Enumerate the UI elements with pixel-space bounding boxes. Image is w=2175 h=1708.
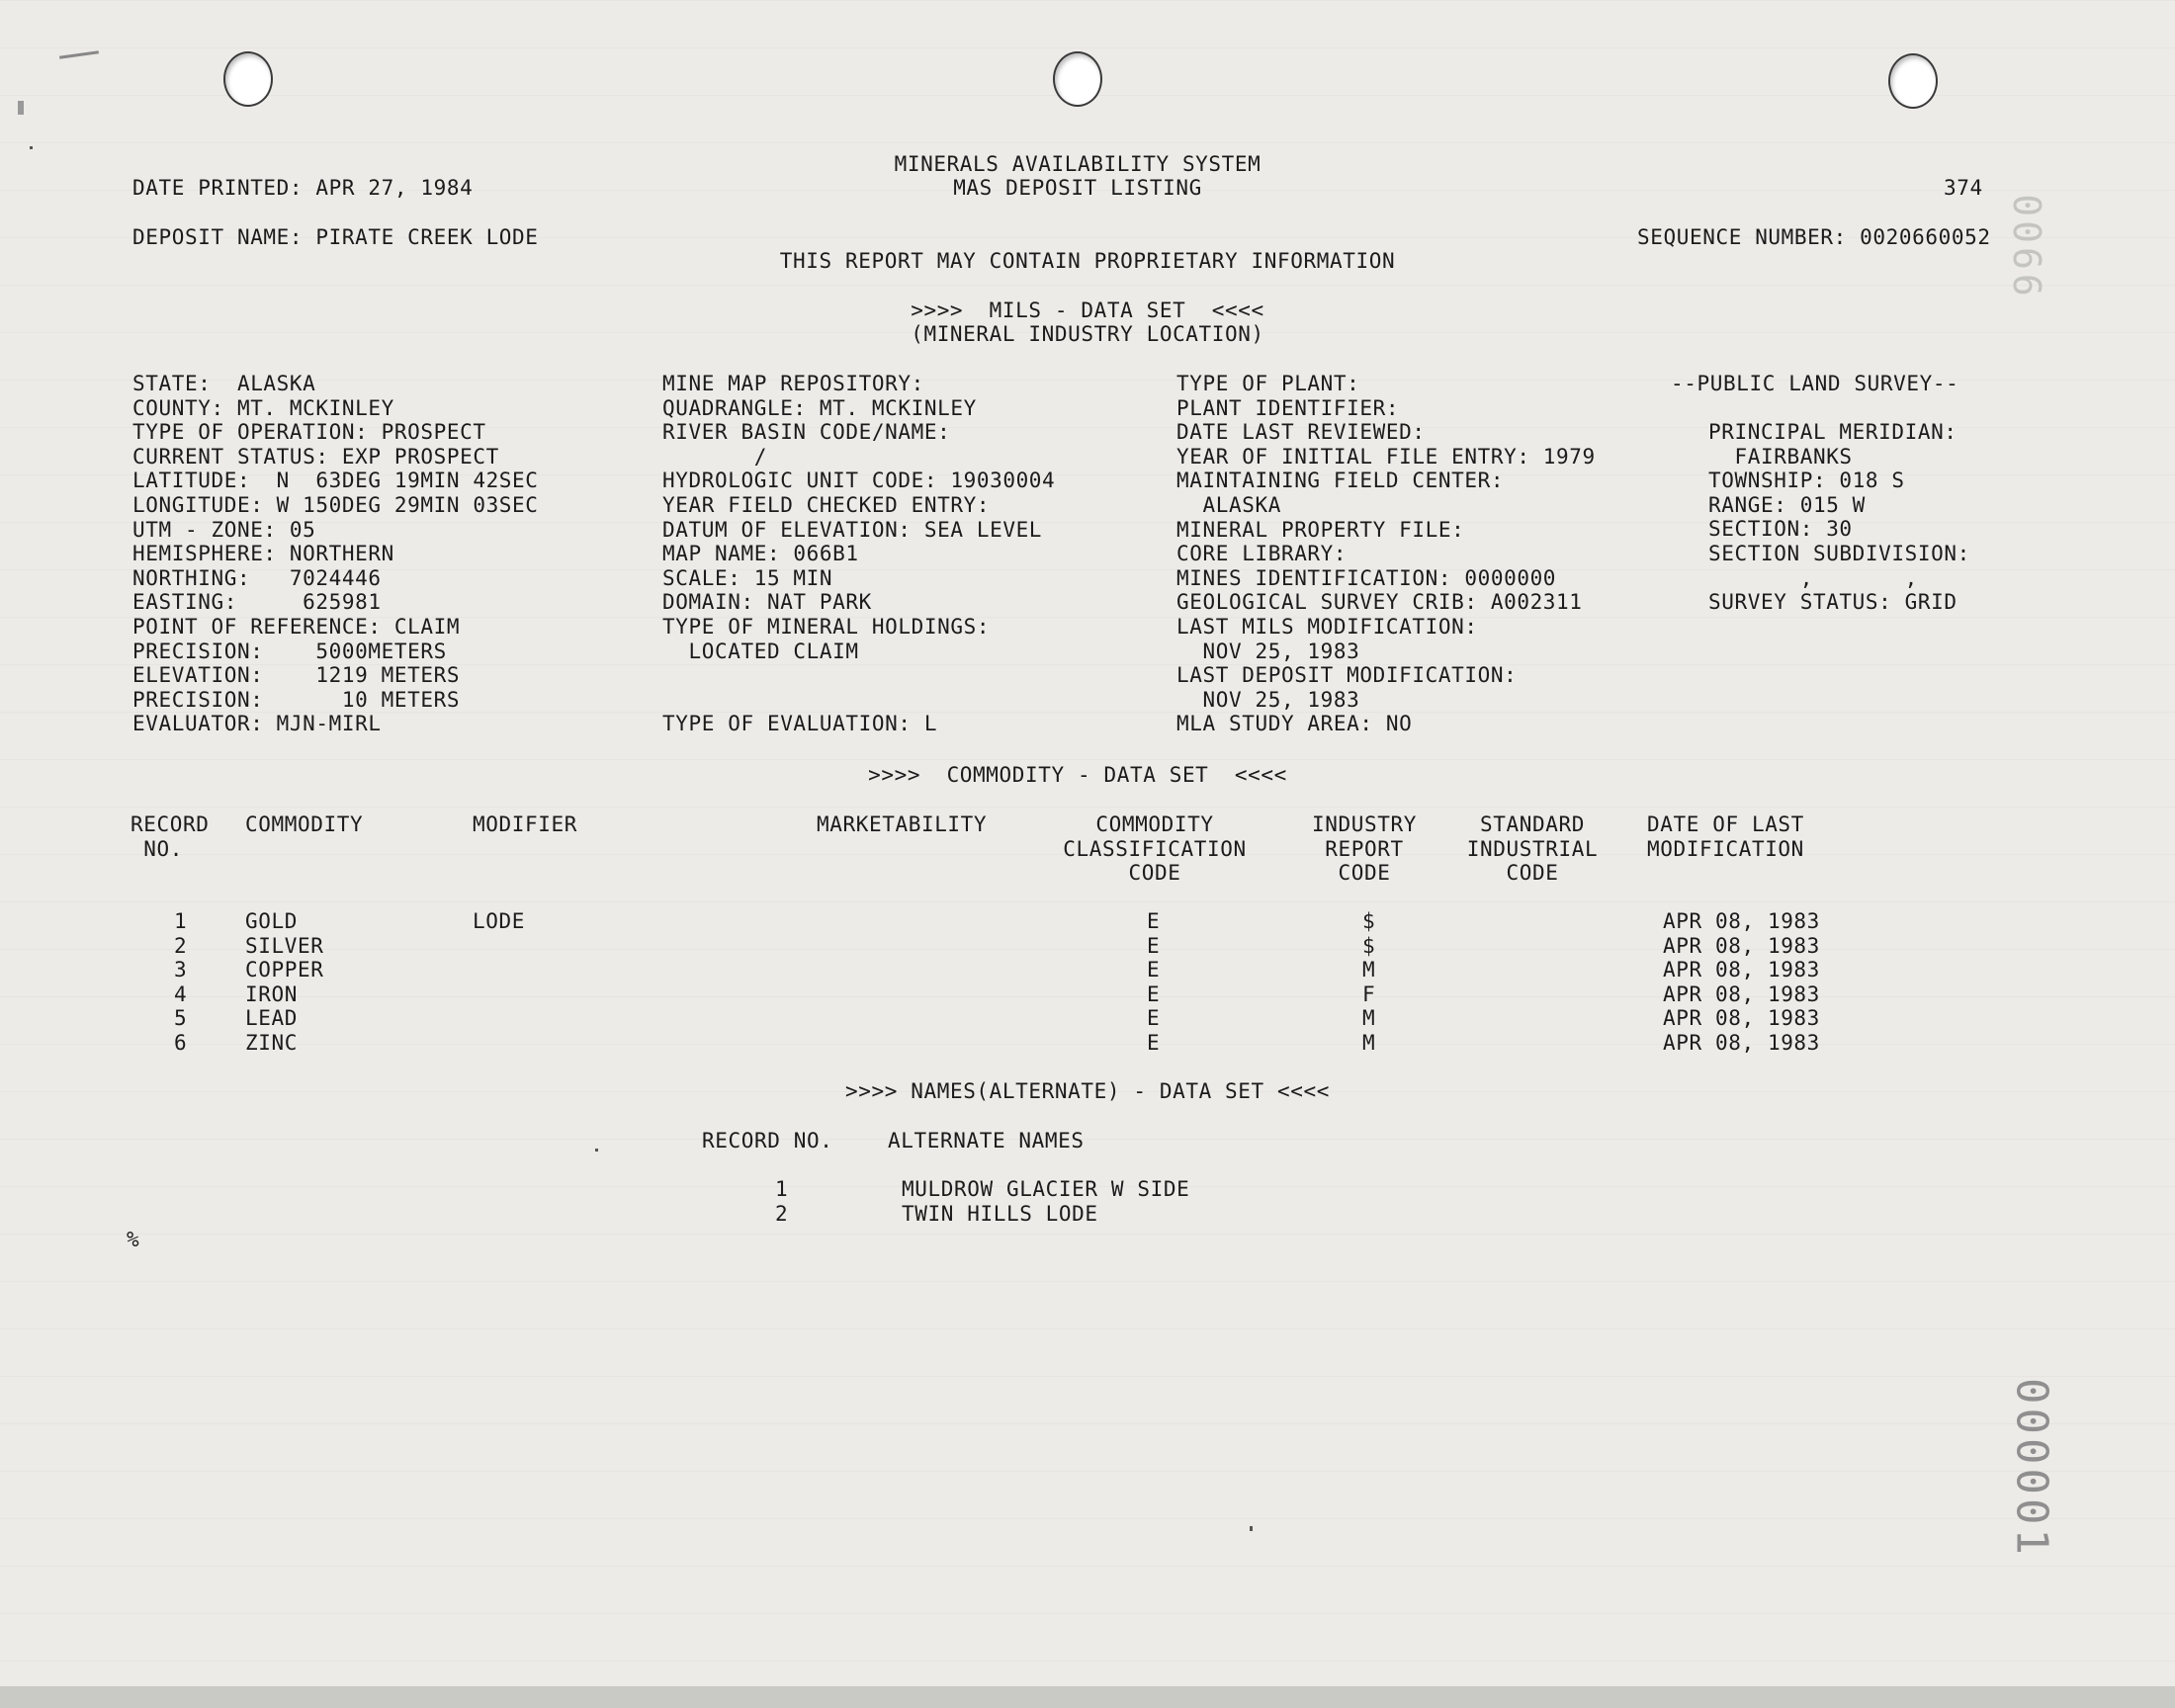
mils-field: LATITUDE: N 63DEG 19MIN 42SEC — [132, 469, 539, 493]
table-cell: 1 — [775, 1177, 789, 1201]
mils-field: MLA STUDY AREA: NO — [1176, 712, 1413, 736]
table-cell: M — [1362, 958, 1376, 982]
mils-field: MINES IDENTIFICATION: 0000000 — [1176, 565, 1557, 590]
mils-field: EVALUATOR: MJN-MIRL — [132, 712, 382, 736]
mils-column-plant — [1176, 372, 1596, 736]
mils-field: PRECISION: 10 METERS — [132, 687, 461, 712]
mils-field: TYPE OF MINERAL HOLDINGS: — [662, 614, 991, 639]
table-cell: M — [1362, 1030, 1376, 1055]
commodity-title: >>>> COMMODITY - DATA SET <<<< — [868, 763, 1287, 787]
table-cell: LODE — [473, 909, 525, 933]
table-cell: E — [1147, 933, 1161, 958]
header-commodity — [245, 812, 363, 837]
table-cell: $ — [1362, 909, 1376, 933]
mils-field: RIVER BASIN CODE/NAME: — [662, 420, 951, 445]
mils-field: TYPE OF OPERATION: PROSPECT — [132, 420, 486, 445]
table-cell: COPPER — [245, 958, 324, 982]
mils-field: NORTHING: 7024446 — [132, 565, 382, 590]
header-standard — [1453, 812, 1611, 886]
mils-field: SECTION: 30 — [1708, 517, 1853, 542]
header-line: MARKETABILITY — [817, 812, 988, 836]
mils-field: , , — [1708, 565, 1918, 590]
public-land-survey-heading: --PUBLIC LAND SURVEY-- — [1671, 372, 1959, 395]
table-cell: TWIN HILLS LODE — [902, 1201, 1098, 1226]
mils-field: UTM - ZONE: 05 — [132, 517, 316, 542]
mils-field: ELEVATION: 1219 METERS — [132, 663, 461, 688]
mils-field: SURVEY STATUS: GRID — [1708, 590, 1958, 615]
table-cell: 6 — [174, 1030, 188, 1055]
system-title: MINERALS AVAILABILITY SYSTEM — [894, 152, 1262, 176]
mils-field: PRINCIPAL MERIDIAN: — [1708, 420, 1958, 444]
header-line: COMMODITY — [1095, 812, 1214, 836]
header-line: RECORD — [130, 812, 210, 836]
header-industry — [1295, 812, 1434, 886]
binder-hole-right — [1888, 53, 1938, 109]
mils-field: POINT OF REFERENCE: CLAIM — [132, 614, 461, 639]
scan-speck — [30, 146, 33, 149]
commodity-col-no — [174, 909, 187, 1056]
mils-field: HYDROLOGIC UNIT CODE: 19030004 — [662, 469, 1056, 493]
mils-field: GEOLOGICAL SURVEY CRIB: A002311 — [1176, 590, 1583, 615]
mils-field: EASTING: 625981 — [132, 590, 382, 615]
mils-field — [662, 663, 1055, 688]
listing-title: MAS DEPOSIT LISTING — [953, 176, 1202, 200]
header-line: DATE OF LAST — [1647, 812, 1804, 836]
table-cell: APR 08, 1983 — [1663, 909, 1820, 933]
table-cell: GOLD — [245, 909, 298, 933]
table-cell: F — [1362, 982, 1376, 1006]
mils-column-map — [662, 372, 1055, 736]
table-cell: 3 — [174, 958, 188, 982]
page-number: 374 — [1944, 176, 1983, 200]
table-cell: APR 08, 1983 — [1663, 1006, 1820, 1031]
header-marketability — [817, 812, 987, 837]
names-col-name — [902, 1177, 1189, 1226]
mils-field: TYPE OF EVALUATION: L — [662, 712, 938, 736]
table-cell: 1 — [174, 909, 188, 933]
table-cell: M — [1362, 1006, 1376, 1031]
table-cell: 2 — [775, 1201, 789, 1226]
mils-field: TYPE OF PLANT: — [1176, 372, 1360, 395]
mils-title: >>>> MILS - DATA SET <<<< — [911, 299, 1264, 322]
mils-field: LOCATED CLAIM — [662, 639, 859, 663]
table-cell: SILVER — [245, 933, 324, 958]
table-cell: E — [1147, 909, 1161, 933]
header-record-no — [130, 812, 209, 861]
mils-field — [662, 688, 1055, 713]
table-cell: E — [1147, 982, 1161, 1006]
header-classification — [1046, 812, 1263, 886]
scan-speck — [1250, 1526, 1253, 1531]
mils-field: CURRENT STATUS: EXP PROSPECT — [132, 444, 499, 469]
header-modifier — [473, 812, 577, 837]
mils-field: LAST MILS MODIFICATION: — [1176, 614, 1478, 639]
header-line: CODE — [1506, 861, 1559, 886]
mils-field: MAINTAINING FIELD CENTER: — [1176, 469, 1505, 493]
scan-speck — [18, 101, 24, 115]
side-number-stamp: 000001 — [2006, 1378, 2057, 1559]
mils-field: HEMISPHERE: NORTHERN — [132, 542, 394, 566]
header-line: STANDARD — [1480, 812, 1585, 836]
proprietary-notice: THIS REPORT MAY CONTAIN PROPRIETARY INFORMATION — [779, 249, 1396, 273]
table-cell: 5 — [174, 1006, 188, 1031]
header-line: CODE — [1128, 861, 1181, 886]
mils-field: DATUM OF ELEVATION: SEA LEVEL — [662, 517, 1043, 542]
deposit-name: DEPOSIT NAME: PIRATE CREEK LODE — [132, 225, 539, 249]
table-cell — [473, 1006, 525, 1031]
mils-field: SCALE: 15 MIN — [662, 565, 833, 590]
mils-field: LONGITUDE: W 150DEG 29MIN 03SEC — [132, 492, 539, 517]
header-line: COMMODITY — [245, 812, 364, 836]
mils-field: COUNTY: MT. MCKINLEY — [132, 395, 394, 420]
mils-field: QUADRANGLE: MT. MCKINLEY — [662, 395, 977, 420]
mils-field: CORE LIBRARY: — [1176, 542, 1348, 566]
mils-field: PLANT IDENTIFIER: — [1176, 395, 1400, 420]
mils-field: DOMAIN: NAT PARK — [662, 590, 872, 615]
mils-column-land-survey — [1708, 420, 1970, 615]
mils-subtitle: (MINERAL INDUSTRY LOCATION) — [911, 322, 1264, 346]
binder-hole-left — [223, 51, 273, 107]
commodity-col-industry-code — [1362, 909, 1375, 1056]
mils-field: NOV 25, 1983 — [1176, 639, 1360, 663]
mils-field: MAP NAME: 066B1 — [662, 542, 859, 566]
faded-number-stamp: 0066 — [2005, 194, 2048, 300]
table-cell: APR 08, 1983 — [1663, 1030, 1820, 1055]
table-cell: APR 08, 1983 — [1663, 933, 1820, 958]
mils-column-location — [132, 372, 539, 736]
header-line: MODIFIER — [473, 812, 577, 836]
header-line: INDUSTRY — [1312, 812, 1417, 836]
commodity-col-date — [1663, 909, 1820, 1056]
mils-field: STATE: ALASKA — [132, 372, 316, 395]
date-printed: DATE PRINTED: APR 27, 1984 — [132, 176, 474, 200]
table-cell: 4 — [174, 982, 188, 1006]
mils-field: MINERAL PROPERTY FILE: — [1176, 517, 1465, 542]
table-cell: E — [1147, 1006, 1161, 1031]
names-col-no — [775, 1177, 788, 1226]
header-line: INDUSTRIAL — [1466, 836, 1599, 861]
mils-field: / — [662, 444, 767, 469]
table-cell — [473, 982, 525, 1007]
header-line: CLASSIFICATION — [1063, 836, 1247, 861]
mils-field: RANGE: 015 W — [1708, 492, 1866, 517]
table-cell: E — [1147, 958, 1161, 982]
mils-field: DATE LAST REVIEWED: — [1176, 420, 1426, 445]
header-date — [1647, 812, 1804, 861]
footer-percent-mark: % — [127, 1228, 140, 1251]
table-cell — [473, 934, 525, 959]
names-title: >>>> NAMES(ALTERNATE) - DATA SET <<<< — [845, 1079, 1330, 1103]
table-cell — [473, 958, 525, 982]
mils-field: ALASKA — [1176, 492, 1281, 517]
sequence-number: SEQUENCE NUMBER: 0020660052 — [1637, 225, 1991, 249]
mils-field: PRECISION: 5000METERS — [132, 639, 447, 663]
header-line: CODE — [1338, 861, 1391, 886]
table-cell: E — [1147, 1030, 1161, 1055]
commodity-col-name — [245, 909, 323, 1056]
page-bottom-edge — [0, 1686, 2175, 1708]
table-cell: 2 — [174, 933, 188, 958]
mils-field: LAST DEPOSIT MODIFICATION: — [1176, 663, 1518, 688]
table-cell: MULDROW GLACIER W SIDE — [902, 1177, 1190, 1201]
table-cell — [473, 1031, 525, 1056]
table-cell: ZINC — [245, 1030, 298, 1055]
mils-field: MINE MAP REPOSITORY: — [662, 372, 924, 395]
names-header-alternate: ALTERNATE NAMES — [888, 1129, 1085, 1153]
table-cell: IRON — [245, 982, 298, 1006]
names-header-record: RECORD NO. — [702, 1129, 833, 1153]
binder-hole-center — [1053, 51, 1102, 107]
mils-field: NOV 25, 1983 — [1176, 687, 1360, 712]
mils-field: YEAR OF INITIAL FILE ENTRY: 1979 — [1176, 444, 1596, 469]
header-line: NO. — [130, 836, 183, 861]
commodity-col-class-code — [1147, 909, 1160, 1056]
table-cell: APR 08, 1983 — [1663, 958, 1820, 982]
table-cell: $ — [1362, 933, 1376, 958]
mils-field: YEAR FIELD CHECKED ENTRY: — [662, 492, 991, 517]
table-cell: LEAD — [245, 1006, 298, 1031]
mils-field: SECTION SUBDIVISION: — [1708, 541, 1970, 565]
mils-field: TOWNSHIP: 018 S — [1708, 469, 1905, 493]
header-line: REPORT — [1325, 836, 1404, 861]
header-line: MODIFICATION — [1647, 836, 1804, 861]
mils-field: FAIRBANKS — [1708, 444, 1853, 469]
commodity-col-modifier — [473, 909, 525, 1056]
scan-speck — [595, 1149, 598, 1152]
table-cell: APR 08, 1983 — [1663, 982, 1820, 1006]
